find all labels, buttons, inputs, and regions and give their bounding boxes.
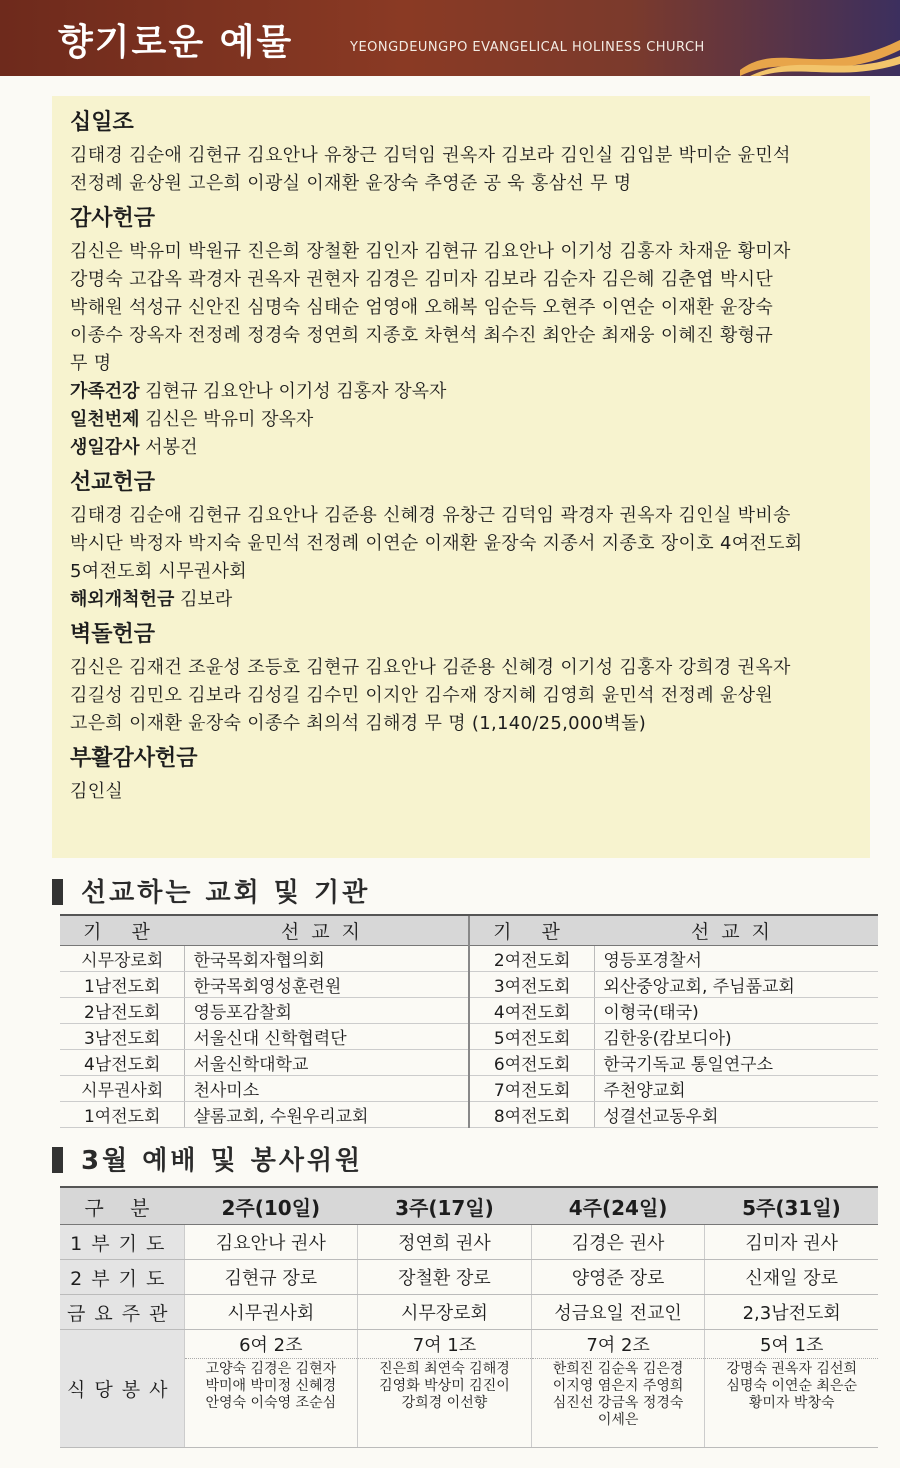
column-header: 기 관 — [60, 915, 185, 946]
overseas-line — [70, 586, 860, 614]
brick-names — [70, 654, 860, 738]
column-header: 2주(10일) — [184, 1187, 358, 1225]
name-line: 전정례 윤상원 고은희 이광실 이재환 윤장숙 추영준 공 욱 홍삼선 무 명 — [70, 173, 632, 194]
name-line: 이종수 장옥자 전정례 정경숙 정연희 지종호 차현석 최수진 최안순 최재웅 이혜진 황형규 — [70, 325, 774, 346]
meal-names-line: 한희진 김순옥 김은경 — [552, 1361, 684, 1377]
name-line: 박해원 석성규 신안진 심명숙 심태순 엄영애 오해복 임순득 오현주 이연순 이재환 윤장숙 — [70, 297, 774, 318]
table-row — [60, 1024, 878, 1050]
page-header — [0, 0, 900, 76]
mission-target-cell: 김한웅(캄보디아) — [595, 1024, 878, 1050]
meal-names-line: 이지영 염은지 주영희 — [552, 1378, 684, 1394]
meal-names-line: 안영숙 이숙영 조순심 — [205, 1395, 337, 1411]
meal-names-line: 박미애 박미정 신혜경 — [205, 1378, 337, 1394]
organization-cell: 4남전도회 — [60, 1050, 185, 1076]
meal-group-cell: 7여 2조 — [531, 1330, 705, 1359]
meal-names-line: 강명숙 권옥자 김선희 — [726, 1361, 858, 1377]
section-bar-icon — [52, 1147, 63, 1173]
service-section-title — [52, 1140, 363, 1177]
column-header: 선교지 — [595, 915, 878, 946]
missions-section-title — [52, 872, 370, 909]
organization-cell: 시무장로회 — [60, 946, 185, 972]
service-cell: 양영준 장로 — [531, 1260, 705, 1295]
name-line: 김태경 김순애 김현규 김요안나 김준용 신혜경 유창근 김덕임 곽경자 권옥자 김인실 박비송 — [70, 505, 791, 526]
meal-names-cell — [358, 1359, 532, 1448]
ilcheon-label: 일천번제 — [70, 409, 140, 430]
meal-names-line: 이세은 — [597, 1412, 639, 1428]
easter-names — [70, 778, 860, 806]
ilcheon-line — [70, 406, 860, 434]
mission-target-cell: 주천양교회 — [595, 1076, 878, 1102]
service-cell: 김경은 권사 — [531, 1225, 705, 1260]
service-cell: 정연희 권사 — [358, 1225, 532, 1260]
row-label: 2부기도 — [60, 1260, 184, 1295]
organization-cell: 1남전도회 — [60, 972, 185, 998]
organization-cell: 2여전도회 — [469, 946, 595, 972]
mission-target-cell: 천사미소 — [185, 1076, 469, 1102]
row-label: 식당봉사 — [60, 1330, 184, 1448]
page-title: 향기로운 예물 — [58, 22, 294, 63]
column-header: 구 분 — [60, 1187, 184, 1225]
brick-title: 벽돌헌금 — [70, 622, 156, 647]
organization-cell: 3남전도회 — [60, 1024, 185, 1050]
name-line: 김인실 — [70, 781, 124, 802]
service-cell: 성금요일 전교인 — [531, 1295, 705, 1330]
mission-target-cell: 서울신대 신학협력단 — [185, 1024, 469, 1050]
service-section-label: 3월 예배 및 봉사위원 — [81, 1146, 364, 1176]
mission-target-cell: 한국기독교 통일연구소 — [595, 1050, 878, 1076]
row-label: 금요주관 — [60, 1295, 184, 1330]
organization-cell: 4여전도회 — [469, 998, 595, 1024]
meal-names-cell — [531, 1359, 705, 1448]
column-header: 5주(31일) — [705, 1187, 878, 1225]
family-health-line — [70, 378, 860, 406]
service-table — [60, 1186, 878, 1448]
name-line: 박시단 박정자 박지숙 윤민석 전정례 이연순 이재환 윤장숙 지종서 지종호 장이호 4여전도회 — [70, 533, 803, 554]
mission-target-cell: 서울신학대학교 — [185, 1050, 469, 1076]
table-header-row — [60, 915, 878, 946]
service-cell: 장철환 장로 — [358, 1260, 532, 1295]
birthday-label: 생일감사 — [70, 437, 140, 458]
meal-group-cell: 6여 2조 — [184, 1330, 358, 1359]
birthday-names: 서봉건 — [145, 437, 198, 458]
birthday-line — [70, 434, 860, 462]
name-line: 강명숙 고갑옥 곽경자 권옥자 권현자 김경은 김미자 김보라 김순자 김은혜 김춘엽 박시단 — [70, 269, 774, 290]
row-label: 1부기도 — [60, 1225, 184, 1260]
mission-target-cell: 한국목회영성훈련원 — [185, 972, 469, 998]
thanks-title: 감사헌금 — [70, 206, 156, 231]
mission-target-cell: 외산중앙교회, 주님품교회 — [595, 972, 878, 998]
service-cell: 신재일 장로 — [705, 1260, 878, 1295]
service-cell: 시무장로회 — [358, 1295, 532, 1330]
missions-table — [60, 914, 878, 1128]
meal-names-line: 김영화 박상미 김진이 — [379, 1378, 510, 1394]
organization-cell: 시무권사회 — [60, 1076, 185, 1102]
service-cell: 김현규 장로 — [184, 1260, 358, 1295]
mission-names — [70, 502, 860, 586]
column-header: 기 관 — [469, 915, 595, 946]
meal-names-line: 심명숙 이연순 최은순 — [726, 1378, 858, 1394]
section-bar-icon — [52, 879, 63, 905]
family-health-names: 김현규 김요안나 이기성 김홍자 장옥자 — [145, 381, 447, 402]
table-row — [60, 1225, 878, 1260]
service-cell: 김미자 권사 — [705, 1225, 878, 1260]
organization-cell: 6여전도회 — [469, 1050, 595, 1076]
organization-cell: 2남전도회 — [60, 998, 185, 1024]
table-row — [60, 1050, 878, 1076]
column-header: 3주(17일) — [358, 1187, 532, 1225]
organization-cell: 1여전도회 — [60, 1102, 185, 1128]
meal-names-line: 고양숙 김경은 김현자 — [205, 1361, 337, 1377]
table-row — [60, 946, 878, 972]
service-cell: 김요안나 권사 — [184, 1225, 358, 1260]
table-row — [60, 1076, 878, 1102]
mission-target-cell: 영등포경찰서 — [595, 946, 878, 972]
mission-title: 선교헌금 — [70, 470, 156, 495]
easter-title: 부활감사헌금 — [70, 746, 198, 771]
mission-target-cell: 한국목회자협의회 — [185, 946, 469, 972]
column-header: 4주(24일) — [531, 1187, 705, 1225]
meal-group-cell: 5여 1조 — [705, 1330, 878, 1359]
organization-cell: 7여전도회 — [469, 1076, 595, 1102]
name-line: 김길성 김민오 김보라 김성길 김수민 이지안 김수재 장지혜 김영희 윤민석 전정례 윤상원 — [70, 685, 774, 706]
ilcheon-names: 김신은 박유미 장옥자 — [145, 409, 314, 430]
organization-cell: 5여전도회 — [469, 1024, 595, 1050]
meal-names-line: 황미자 박창숙 — [748, 1395, 835, 1411]
name-line: 무 명 — [70, 353, 112, 374]
table-row — [60, 1260, 878, 1295]
thanks-names — [70, 238, 860, 378]
organization-cell: 8여전도회 — [469, 1102, 595, 1128]
meal-names-cell — [184, 1359, 358, 1448]
name-line: 5여전도회 시무권사회 — [70, 561, 247, 582]
meal-names-line: 강희경 이선향 — [401, 1395, 488, 1411]
column-header: 선교지 — [185, 915, 469, 946]
table-row — [60, 1102, 878, 1128]
mission-target-cell: 성결선교동우회 — [595, 1102, 878, 1128]
meal-names-cell — [705, 1359, 878, 1448]
meal-names-line: 심진선 강금옥 정경숙 — [552, 1395, 684, 1411]
mission-target-cell: 영등포감찰회 — [185, 998, 469, 1024]
meal-group-cell: 7여 1조 — [358, 1330, 532, 1359]
table-row — [60, 972, 878, 998]
name-line: 고은희 이재환 윤장숙 이종수 최의석 김해경 무 명 (1,140/25,000벽돌) — [70, 713, 647, 734]
offerings-panel — [52, 96, 870, 858]
missions-section-label: 선교하는 교회 및 기관 — [81, 878, 371, 908]
meal-group-row — [60, 1330, 878, 1359]
church-name: YEONGDEUNGPO EVANGELICAL HOLINESS CHURCH — [350, 40, 705, 55]
family-health-label: 가족건강 — [70, 381, 140, 402]
flame-swoosh-icon — [740, 30, 900, 76]
tithe-title: 십일조 — [70, 110, 134, 135]
table-row — [60, 1295, 878, 1330]
service-cell: 2,3남전도회 — [705, 1295, 878, 1330]
name-line: 김태경 김순애 김현규 김요안나 유창근 김덕임 권옥자 김보라 김인실 김입분 박미순 윤민석 — [70, 145, 791, 166]
tithe-names — [70, 142, 860, 198]
meal-names-line: 진은희 최연숙 김해경 — [379, 1361, 510, 1377]
mission-target-cell: 이형국(태국) — [595, 998, 878, 1024]
name-line: 김신은 김재건 조윤성 조등호 김현규 김요안나 김준용 신혜경 이기성 김홍자 강희경 권옥자 — [70, 657, 791, 678]
organization-cell: 3여전도회 — [469, 972, 595, 998]
name-line: 김신은 박유미 박원규 진은희 장철환 김인자 김현규 김요안나 이기성 김홍자 차재운 황미자 — [70, 241, 791, 262]
table-header-row — [60, 1187, 878, 1225]
overseas-label: 해외개척헌금 — [70, 589, 175, 610]
mission-target-cell: 샬롬교회, 수원우리교회 — [185, 1102, 469, 1128]
service-cell: 시무권사회 — [184, 1295, 358, 1330]
table-row — [60, 998, 878, 1024]
overseas-names: 김보라 — [180, 589, 233, 610]
